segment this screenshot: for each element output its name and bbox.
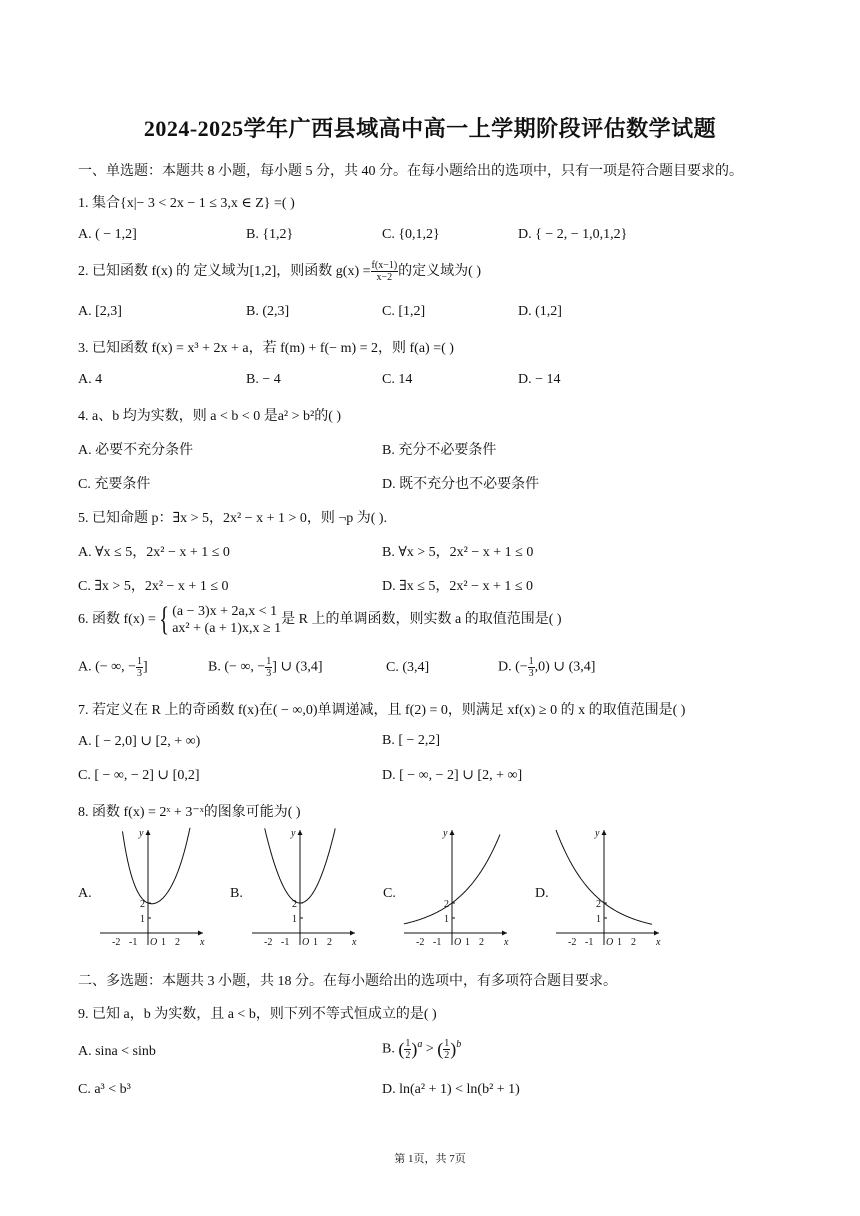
q6-option-a [78, 656, 148, 679]
y-arrow-icon [602, 830, 607, 835]
y-arrow-icon [298, 830, 303, 835]
q6-b-den: 3 [266, 668, 272, 679]
q6-a-num: 1 [137, 656, 143, 667]
origin-label: O [454, 937, 462, 948]
tick-label: 2 [327, 937, 332, 948]
origin-label: O [302, 937, 310, 948]
y-tick-label: 1 [596, 914, 601, 925]
right-paren-icon: ) [411, 1039, 418, 1059]
question-3-stem: 3. 已知函数 f(x) = x³ + 2x + a，若 f(m) + f(− m) = 2，则 f(a) =( ) [78, 341, 454, 356]
q6-d-den: 3 [528, 668, 534, 679]
q8-option-d: D. [535, 886, 549, 901]
q2-option-d: D. (1,2] [518, 304, 562, 319]
question-7-stem: 7. 若定义在 R 上的奇函数 f(x)在( − ∞,0)单调递减，且 f(2) = 0，则满足 xf(x) ≥ 0 的 x 的取值范围是( ) [78, 703, 686, 718]
question-8-stem: 8. 函数 f(x) = 2ˣ + 3⁻ˣ的图象可能为( ) [78, 805, 301, 820]
q4-option-a: A. 必要不充分条件 [78, 443, 194, 458]
y-arrow-icon [146, 830, 151, 835]
q9-b-den-2: 2 [444, 1050, 450, 1061]
q9-b-pre: B. [382, 1041, 399, 1057]
origin-label: O [150, 937, 158, 948]
q2-frac-den: x−2 [376, 272, 393, 284]
q8-graph-d [554, 828, 669, 953]
page-title: 2024-2025学年广西县域高中高一上学期阶段评估数学试题 [143, 116, 717, 141]
y-axis-label: y [595, 828, 600, 839]
q9-b-num-1: 1 [405, 1038, 411, 1049]
question-4-stem: 4. a、b 均为实数，则 a < b < 0 是a² > b²的( ) [78, 409, 342, 424]
y-tick-label: 2 [140, 899, 145, 910]
q6-b-pre: B. (− ∞, − [208, 659, 266, 675]
q3-option-d: D. − 14 [518, 372, 561, 387]
q5-option-a: A. ∀x ≤ 5，2x² − x + 1 ≤ 0 [78, 545, 230, 560]
q6-d-num: 1 [528, 656, 534, 667]
right-paren-icon: ) [450, 1039, 457, 1059]
left-paren-icon: ( [398, 1039, 405, 1059]
y-tick-label: 2 [444, 899, 449, 910]
q6-b-post: ] ∪ (3,4] [272, 659, 323, 675]
tick-label: -1 [433, 937, 442, 948]
q9-option-d: D. ln(a² + 1) < ln(b² + 1) [382, 1082, 520, 1097]
q7-option-c: C. [ − ∞, − 2] ∪ [0,2] [78, 768, 200, 783]
q8-graph-b [250, 828, 365, 953]
q7-option-a: A. [ − 2,0] ∪ [2, + ∞) [78, 734, 201, 749]
y-arrow-icon [450, 830, 455, 835]
q7-option-b: B. [ − 2,2] [382, 733, 441, 748]
q7-option-d: D. [ − ∞, − 2] ∪ [2, + ∞] [382, 768, 523, 783]
q6-a-pre: A. (− ∞, − [78, 659, 137, 675]
q5-option-b: B. ∀x > 5，2x² − x + 1 ≤ 0 [382, 545, 534, 560]
q9-b-mid: > [422, 1041, 438, 1057]
q9-option-c: C. a³ < b³ [78, 1082, 131, 1097]
question-5-stem: 5. 已知命题 p：∃x > 5，2x² − x + 1 > 0，则 ¬p 为( ). [78, 511, 388, 526]
q6-option-b [208, 656, 323, 679]
tick-label: -1 [129, 937, 138, 948]
tick-label: -1 [281, 937, 290, 948]
q2-stem-post: 的定义域为( ) [398, 264, 481, 279]
tick-label: 1 [313, 937, 318, 948]
y-tick-label: 1 [292, 914, 297, 925]
q6-a-post: ] [143, 659, 148, 675]
left-brace-icon: { [159, 601, 169, 638]
q6-b-num: 1 [266, 656, 272, 667]
page-footer: 第 1页，共 7页 [394, 1153, 466, 1165]
q9-b-num-2: 1 [444, 1038, 450, 1049]
q4-option-d: D. 既不充分也不必要条件 [382, 477, 540, 492]
question-9-stem: 9. 已知 a，b 为实数，且 a < b，则下列不等式恒成立的是( ) [78, 1007, 437, 1022]
tick-label: -2 [416, 937, 425, 948]
q8-graph-a [98, 828, 213, 953]
tick-label: 2 [479, 937, 484, 948]
tick-label: 1 [465, 937, 470, 948]
x-arrow-icon [350, 931, 355, 936]
y-tick-label: 1 [444, 914, 449, 925]
q1-option-a: A. ( − 1,2] [78, 227, 137, 242]
q2-stem-pre: 2. 已知函数 f(x) 的 定义域为[1,2]，则函数 g(x) = [78, 264, 371, 279]
tick-label: 2 [631, 937, 636, 948]
left-paren-icon: ( [437, 1039, 444, 1059]
question-1-stem: 1. 集合{x|− 3 < 2x − 1 ≤ 3,x ∈ Z} =( ) [78, 196, 295, 211]
q6-stem-pre: 6. 函数 f(x) = [78, 612, 156, 628]
q6-d-post: ,0) ∪ (3,4] [534, 659, 596, 675]
tick-label: -2 [264, 937, 273, 948]
q6-a-frac [136, 656, 143, 679]
q6-option-d [498, 656, 595, 679]
q1-option-d: D. { − 2, − 1,0,1,2} [518, 227, 628, 242]
tick-label: 2 [175, 937, 180, 948]
tick-label: 1 [617, 937, 622, 948]
x-axis-label: x [352, 937, 357, 948]
q6-case-1: (a − 3)x + 2a,x < 1 [172, 604, 278, 619]
q6-d-frac [528, 656, 535, 679]
q9-option-a: A. sina < sinb [78, 1044, 156, 1059]
q2-fraction [371, 260, 399, 283]
q3-option-b: B. − 4 [246, 372, 281, 387]
x-arrow-icon [654, 931, 659, 936]
q9-b-exp-b: b [456, 1039, 462, 1051]
x-arrow-icon [198, 931, 203, 936]
q9-option-b [382, 1038, 461, 1061]
section-heading-single: 一、单选题：本题共 8 小题，每小题 5 分，共 40 分。在每小题给出的选项中，只有一项是符合题目要求的。 [78, 164, 743, 179]
function-curve [123, 828, 191, 904]
question-2-stem [78, 260, 481, 283]
q2-option-c: C. [1,2] [382, 304, 426, 319]
origin-label: O [606, 937, 614, 948]
x-axis-label: x [656, 937, 661, 948]
q4-option-c: C. 充要条件 [78, 477, 151, 492]
y-axis-label: y [443, 828, 448, 839]
y-axis-label: y [291, 828, 296, 839]
y-tick-label: 2 [596, 899, 601, 910]
y-tick-label: 1 [140, 914, 145, 925]
q8-option-c: C. [383, 886, 396, 901]
x-axis-label: x [504, 937, 509, 948]
q6-piecewise [172, 603, 281, 637]
q8-option-b: B. [230, 886, 243, 901]
q8-option-a: A. [78, 886, 92, 901]
q2-frac-num: f(x−1) [371, 260, 398, 272]
q2-option-b: B. (2,3] [246, 304, 290, 319]
q6-option-c: C. (3,4] [386, 660, 430, 675]
q5-option-c: C. ∃x > 5，2x² − x + 1 ≤ 0 [78, 579, 229, 594]
tick-label: -2 [568, 937, 577, 948]
question-6-stem [78, 603, 562, 637]
q6-d-pre: D. (− [498, 659, 528, 675]
q1-option-b: B. {1,2} [246, 227, 294, 242]
tick-label: -2 [112, 937, 121, 948]
q9-b-den-1: 2 [405, 1050, 411, 1061]
x-arrow-icon [502, 931, 507, 936]
tick-label: -1 [585, 937, 594, 948]
section-heading-multi: 二、多选题：本题共 3 小题，共 18 分。在每小题给出的选项中，有多项符合题目要求。 [78, 974, 617, 989]
q6-case-2: ax² + (a + 1)x,x ≥ 1 [172, 621, 282, 636]
q6-stem-post: 是 R 上的单调函数，则实数 a 的取值范围是( ) [281, 612, 562, 628]
q1-option-c: C. {0,1,2} [382, 227, 440, 242]
q3-option-c: C. 14 [382, 372, 413, 387]
y-tick-label: 2 [292, 899, 297, 910]
tick-label: 1 [161, 937, 166, 948]
q2-option-a: A. [2,3] [78, 304, 122, 319]
q4-option-b: B. 充分不必要条件 [382, 443, 497, 458]
x-axis-label: x [200, 937, 205, 948]
q8-graph-c [402, 828, 517, 953]
q5-option-d: D. ∃x ≤ 5，2x² − x + 1 ≤ 0 [382, 579, 534, 594]
q9-b-exp-a: a [417, 1039, 423, 1051]
q6-a-den: 3 [137, 668, 143, 679]
y-axis-label: y [139, 828, 144, 839]
q3-option-a: A. 4 [78, 372, 103, 387]
